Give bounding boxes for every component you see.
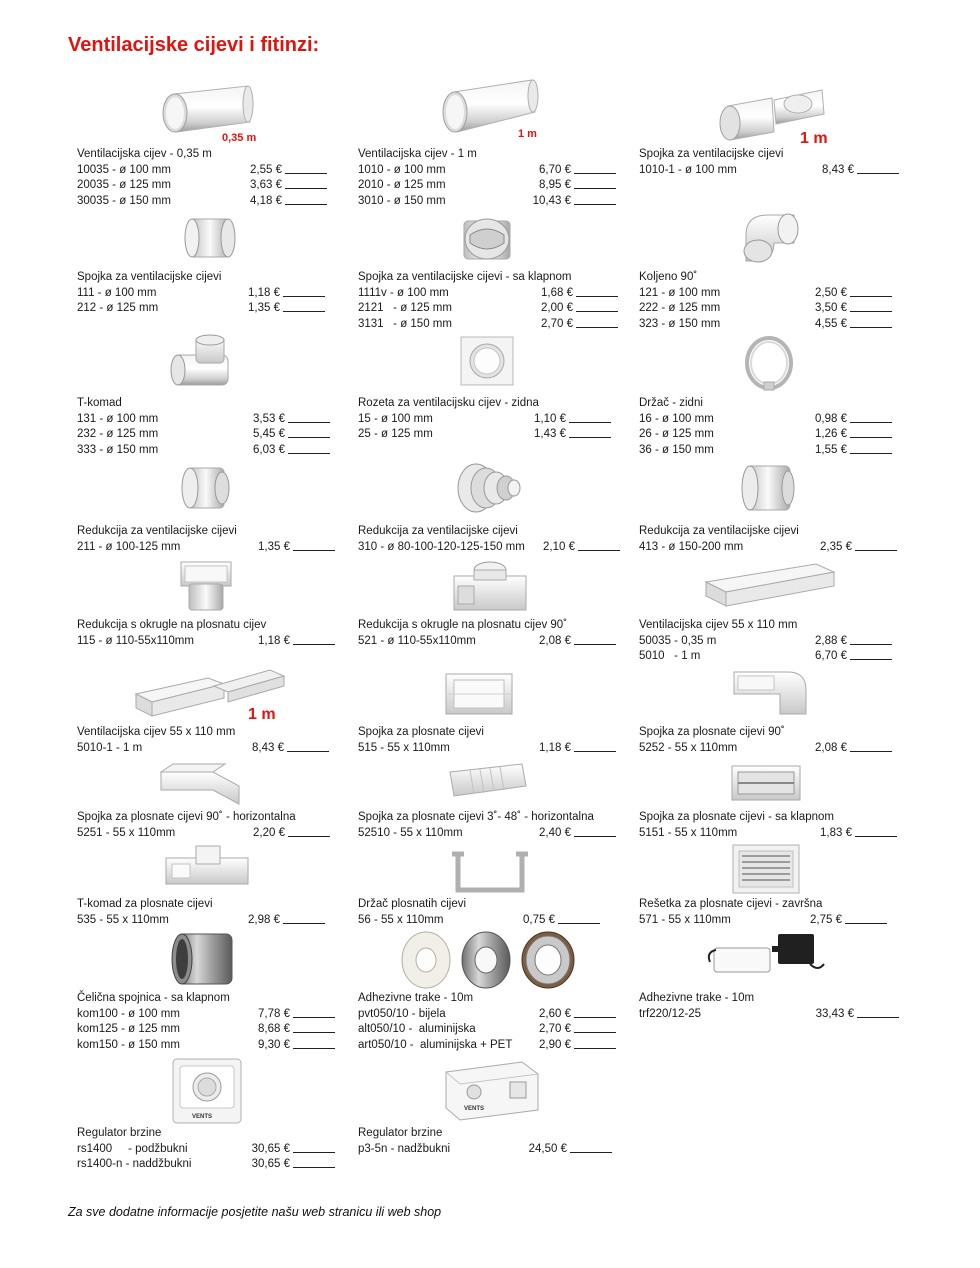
product-name: Redukcija s okrugle na plosnatu cijev xyxy=(77,619,267,631)
quantity-blank-line xyxy=(574,163,616,174)
product-price: 0,98 € xyxy=(815,412,847,425)
product-price: 2,88 € xyxy=(815,634,847,647)
reducer-100-125-image xyxy=(178,462,234,514)
product-block xyxy=(77,810,330,841)
quantity-blank-line xyxy=(283,913,325,924)
price-row xyxy=(639,913,887,929)
flat-duct-holder-image xyxy=(450,840,530,896)
product-price: 30,65 € xyxy=(251,1142,290,1155)
quantity-blank-line xyxy=(288,443,330,454)
transformer-image xyxy=(706,928,826,978)
product-name: Redukcija za ventilacijske cijevi xyxy=(77,525,237,537)
product-block xyxy=(358,1126,612,1157)
price-row xyxy=(77,412,330,428)
product-price: 4,18 € xyxy=(250,194,282,207)
product-name: Spojka za plosnate cijevi 90˚ - horizontalna xyxy=(77,811,296,823)
product-block xyxy=(358,810,616,841)
product-code: 121 - ø 100 mm xyxy=(639,286,721,299)
product-code: 3131 - ø 150 mm xyxy=(358,317,452,330)
product-name: Redukcija s okrugle na plosnatu cijev 90˚ xyxy=(358,619,568,631)
product-price: 8,68 € xyxy=(258,1023,290,1036)
quantity-blank-line xyxy=(285,178,327,189)
product-code: rs1400 - podžbukni xyxy=(77,1142,188,1155)
quantity-blank-line xyxy=(293,1007,335,1018)
price-row xyxy=(77,540,335,556)
price-row xyxy=(358,913,600,929)
quantity-blank-line xyxy=(850,301,892,312)
product-name: Čelična spojnica - sa klapnom xyxy=(77,992,230,1004)
price-row xyxy=(77,443,330,459)
product-block xyxy=(358,618,616,649)
price-row xyxy=(358,317,618,333)
price-row xyxy=(77,1007,335,1023)
quantity-blank-line xyxy=(850,427,892,438)
quantity-blank-line xyxy=(288,412,330,423)
product-block xyxy=(639,725,892,756)
regulator-logo-2: VENTS xyxy=(464,1106,485,1112)
round-to-flat-reducer-image xyxy=(175,556,237,614)
price-row xyxy=(639,427,892,443)
product-block xyxy=(77,1126,335,1173)
product-code: trf220/12-25 xyxy=(639,1007,702,1020)
pipe-coupling-image xyxy=(180,213,240,263)
product-block xyxy=(639,618,892,665)
price-row xyxy=(77,1038,335,1054)
footer-note: Za sve dodatne informacije posjetite našu web stranicu ili web shop xyxy=(68,1205,442,1219)
product-price: 2,40 € xyxy=(539,826,571,839)
quantity-blank-line xyxy=(283,301,325,312)
flat-elbow-90-image xyxy=(728,662,812,720)
product-price: 2,75 € xyxy=(810,913,842,926)
product-block xyxy=(77,147,327,209)
product-code: 36 - ø 150 mm xyxy=(639,443,714,456)
product-name: Spojka za ventilacijske cijevi - sa klapnom xyxy=(358,271,572,283)
product-code: 515 - 55 x 110mm xyxy=(358,741,450,754)
price-row xyxy=(358,301,618,317)
flat-elbow-horizontal-image xyxy=(155,758,245,808)
product-name: Ventilacijska cijev - 0,35 m xyxy=(77,148,212,160)
product-code: 413 - ø 150-200 mm xyxy=(639,540,744,553)
product-code: 15 - ø 100 mm xyxy=(358,412,433,425)
product-code: 111 - ø 100 mm xyxy=(77,286,157,299)
price-row xyxy=(639,741,892,757)
product-code: kom100 - ø 100 mm xyxy=(77,1007,180,1020)
product-price: 1,43 € xyxy=(534,428,566,441)
flat-t-piece-image xyxy=(162,842,252,894)
end-grille-image xyxy=(730,842,802,896)
quantity-blank-line xyxy=(570,1142,612,1153)
product-name: Ventilacijska cijev - 1 m xyxy=(358,148,477,160)
wall-holder-image xyxy=(742,334,796,392)
product-price: 8,43 € xyxy=(252,741,284,754)
quantity-blank-line xyxy=(293,1142,335,1153)
product-code: 3010 - ø 150 mm xyxy=(358,194,446,207)
product-block xyxy=(77,524,335,555)
price-row xyxy=(358,194,616,210)
product-name: Redukcija za ventilacijske cijevi xyxy=(358,525,518,537)
product-price: 33,43 € xyxy=(815,1007,854,1020)
quantity-blank-line xyxy=(574,741,616,752)
quantity-blank-line xyxy=(855,826,897,837)
product-name: T-komad za plosnate cijevi xyxy=(77,898,213,910)
product-code: 310 - ø 80-100-120-125-150 mm xyxy=(358,540,525,553)
product-name: Rozeta za ventilacijsku cijev - zidna xyxy=(358,397,539,409)
product-code: 1010-1 - ø 100 mm xyxy=(639,163,737,176)
product-price: 24,50 € xyxy=(528,1142,567,1155)
product-block xyxy=(639,897,887,928)
product-price: 2,35 € xyxy=(820,540,852,553)
product-price: 8,43 € xyxy=(822,163,854,176)
product-code: 211 - ø 100-125 mm xyxy=(77,540,181,553)
product-code: 212 - ø 125 mm xyxy=(77,302,159,315)
product-code: 5010 - 1 m xyxy=(639,650,701,663)
steel-coupling-image xyxy=(168,928,242,990)
quantity-blank-line xyxy=(574,634,616,645)
product-code: 5151 - 55 x 110mm xyxy=(639,826,738,839)
length-label-1m: 1 m xyxy=(518,128,537,140)
quantity-blank-line xyxy=(574,826,616,837)
product-name: Ventilacijska cijev 55 x 110 mm xyxy=(639,619,798,631)
product-price: 2,70 € xyxy=(541,317,573,330)
price-row xyxy=(358,427,611,443)
elbow-90-image xyxy=(738,207,804,267)
quantity-blank-line xyxy=(857,163,899,174)
product-code: 323 - ø 150 mm xyxy=(639,317,721,330)
product-price: 8,95 € xyxy=(539,179,571,192)
product-code: 131 - ø 100 mm xyxy=(77,412,159,425)
product-price: 1,18 € xyxy=(539,741,571,754)
product-price: 2,50 € xyxy=(815,286,847,299)
price-row xyxy=(77,163,327,179)
quantity-blank-line xyxy=(578,540,620,551)
price-row xyxy=(358,826,616,842)
product-code: 16 - ø 100 mm xyxy=(639,412,714,425)
quantity-blank-line xyxy=(855,540,897,551)
product-price: 4,55 € xyxy=(815,317,847,330)
price-row xyxy=(639,317,892,333)
product-code: 5251 - 55 x 110mm xyxy=(77,826,176,839)
quantity-blank-line xyxy=(287,741,329,752)
regulator-logo-1: VENTS xyxy=(192,1114,213,1120)
product-name: Držač plosnatih cijevi xyxy=(358,898,467,910)
product-price: 6,70 € xyxy=(539,163,571,176)
price-row xyxy=(358,540,620,556)
product-code: 20035 - ø 125 mm xyxy=(77,179,171,192)
price-row xyxy=(358,1038,616,1054)
product-price: 6,70 € xyxy=(815,650,847,663)
product-block xyxy=(639,991,899,1022)
product-price: 2,20 € xyxy=(253,826,285,839)
product-code: 5252 - 55 x 110mm xyxy=(639,741,738,754)
quantity-blank-line xyxy=(850,634,892,645)
price-row xyxy=(358,741,616,757)
product-code: 115 - ø 110-55x110mm xyxy=(77,634,194,647)
product-price: 6,03 € xyxy=(253,443,285,456)
product-code: p3-5n - nadžbukni xyxy=(358,1142,451,1155)
quantity-blank-line xyxy=(574,1007,616,1018)
quantity-blank-line xyxy=(850,317,892,328)
quantity-blank-line xyxy=(569,427,611,438)
price-row xyxy=(77,1142,335,1158)
product-code: 10035 - ø 100 mm xyxy=(77,163,171,176)
product-price: 1,26 € xyxy=(815,428,847,441)
price-row xyxy=(358,178,616,194)
quantity-blank-line xyxy=(293,1038,335,1049)
product-price: 1,68 € xyxy=(541,286,573,299)
product-code: 30035 - ø 150 mm xyxy=(77,194,171,207)
flat-coupling-damper-image xyxy=(728,760,804,806)
product-block xyxy=(639,810,897,841)
quantity-blank-line xyxy=(576,317,618,328)
quantity-blank-line xyxy=(574,1022,616,1033)
product-code: 2010 - ø 125 mm xyxy=(358,179,446,192)
price-row xyxy=(77,826,330,842)
price-row xyxy=(639,443,892,459)
product-name: Spojka za plosnate cijevi 90˚ xyxy=(639,726,785,738)
product-price: 2,60 € xyxy=(539,1007,571,1020)
quantity-blank-line xyxy=(574,1038,616,1049)
price-row xyxy=(639,163,899,179)
price-row xyxy=(77,286,325,302)
length-label-035m: 0,35 m xyxy=(222,132,257,144)
product-block xyxy=(77,270,325,317)
product-code: 222 - ø 125 mm xyxy=(639,302,721,315)
product-price: 10,43 € xyxy=(532,194,571,207)
product-code: kom150 - ø 150 mm xyxy=(77,1038,180,1051)
product-block xyxy=(358,524,620,555)
price-row xyxy=(77,634,335,650)
product-code: 2121 - ø 125 mm xyxy=(358,302,452,315)
price-row xyxy=(77,1157,335,1173)
price-row xyxy=(639,634,892,650)
quantity-blank-line xyxy=(293,1022,335,1033)
price-row xyxy=(358,1007,616,1023)
quantity-blank-line xyxy=(576,286,618,297)
product-price: 5,45 € xyxy=(253,428,285,441)
product-code: pvt050/10 - bijela xyxy=(358,1007,446,1020)
quantity-blank-line xyxy=(574,178,616,189)
product-block xyxy=(77,618,335,649)
product-name: Adhezivne trake - 10m xyxy=(358,992,474,1004)
product-block xyxy=(358,396,611,443)
product-code: kom125 - ø 125 mm xyxy=(77,1023,180,1036)
product-block xyxy=(639,270,892,332)
price-row xyxy=(358,412,611,428)
product-price: 30,65 € xyxy=(251,1158,290,1171)
product-block xyxy=(358,147,616,209)
product-code: 333 - ø 150 mm xyxy=(77,443,159,456)
product-code: 521 - ø 110-55x110mm xyxy=(358,634,476,647)
round-to-flat-reducer-90-image xyxy=(450,556,530,614)
product-block xyxy=(358,991,616,1053)
quantity-blank-line xyxy=(850,443,892,454)
quantity-blank-line xyxy=(576,301,618,312)
price-row xyxy=(77,913,325,929)
quantity-blank-line xyxy=(850,286,892,297)
product-name: T-komad xyxy=(77,397,122,409)
product-block xyxy=(358,725,616,756)
price-row xyxy=(639,826,897,842)
product-code: art050/10 - aluminijska + PET xyxy=(358,1038,513,1051)
product-name: Regulator brzine xyxy=(77,1127,162,1139)
price-row xyxy=(358,1142,612,1158)
product-code: 52510 - 55 x 110mm xyxy=(358,826,463,839)
product-code: 1010 - ø 100 mm xyxy=(358,163,446,176)
product-price: 3,50 € xyxy=(815,302,847,315)
product-price: 1,10 € xyxy=(534,412,566,425)
wall-rosette-image xyxy=(458,334,516,388)
quantity-blank-line xyxy=(850,412,892,423)
quantity-blank-line xyxy=(293,1157,335,1168)
product-price: 3,53 € xyxy=(253,412,285,425)
product-name: Spojka za plosnate cijevi - sa klapnom xyxy=(639,811,834,823)
product-price: 1,18 € xyxy=(248,286,280,299)
t-piece-image xyxy=(166,333,236,391)
product-price: 1,18 € xyxy=(258,634,290,647)
product-name: Spojka za plosnate cijevi xyxy=(358,726,484,738)
product-code: 56 - 55 x 110mm xyxy=(358,913,444,926)
product-name: Koljeno 90˚ xyxy=(639,271,698,283)
price-row xyxy=(77,741,329,757)
price-row xyxy=(358,286,618,302)
product-price: 2,08 € xyxy=(815,741,847,754)
product-block xyxy=(639,147,899,178)
price-row xyxy=(77,427,330,443)
product-block xyxy=(77,725,329,756)
product-block xyxy=(639,524,897,555)
product-name: Redukcija za ventilacijske cijevi xyxy=(639,525,799,537)
product-code: alt050/10 - aluminijska xyxy=(358,1023,476,1036)
price-row xyxy=(639,286,892,302)
product-code: rs1400-n - naddžbukni xyxy=(77,1158,192,1171)
flat-duct-image xyxy=(700,558,840,610)
product-code: 26 - ø 125 mm xyxy=(639,428,714,441)
product-price: 1,35 € xyxy=(258,540,290,553)
product-code: 232 - ø 125 mm xyxy=(77,428,159,441)
product-price: 2,08 € xyxy=(539,634,571,647)
price-row xyxy=(358,1022,616,1038)
adhesive-tapes-image xyxy=(398,928,588,992)
product-code: 25 - ø 125 mm xyxy=(358,428,433,441)
flat-coupling-image xyxy=(440,666,518,720)
quantity-blank-line xyxy=(288,826,330,837)
price-row xyxy=(77,301,325,317)
quantity-blank-line xyxy=(558,913,600,924)
flat-coupling-adjustable-image xyxy=(446,756,530,806)
product-price: 1,83 € xyxy=(820,826,852,839)
product-name: Ventilacijska cijev 55 x 110 mm xyxy=(77,726,236,738)
product-name: Spojka za ventilacijske cijevi xyxy=(639,148,784,160)
multi-reducer-image xyxy=(452,458,524,516)
page-title: Ventilacijske cijevi i fitinzi: xyxy=(68,34,320,56)
quantity-blank-line xyxy=(857,1007,899,1018)
product-name: Regulator brzine xyxy=(358,1127,443,1139)
quantity-blank-line xyxy=(293,634,335,645)
product-block xyxy=(77,991,335,1053)
price-row xyxy=(639,540,897,556)
price-row xyxy=(639,301,892,317)
product-price: 0,75 € xyxy=(523,913,555,926)
product-code: 535 - 55 x 110mm xyxy=(77,913,169,926)
price-row xyxy=(77,178,327,194)
quantity-blank-line xyxy=(845,913,887,924)
length-label-plosnata-1m: 1 m xyxy=(248,706,276,723)
round-pipe-035m-image xyxy=(160,80,255,140)
product-block xyxy=(639,396,892,458)
product-block xyxy=(358,897,600,928)
product-block xyxy=(358,270,618,332)
product-block xyxy=(77,897,325,928)
product-name: Spojka za plosnate cijevi 3˚- 48˚ - horizontalna xyxy=(358,811,594,823)
price-row xyxy=(358,163,616,179)
price-row xyxy=(639,412,892,428)
price-row xyxy=(639,1007,899,1023)
product-block xyxy=(77,396,330,458)
product-price: 2,00 € xyxy=(541,302,573,315)
quantity-blank-line xyxy=(850,741,892,752)
product-name: Rešetka za plosnate cijevi - završna xyxy=(639,898,823,910)
product-price: 3,63 € xyxy=(250,179,282,192)
quantity-blank-line xyxy=(293,540,335,551)
quantity-blank-line xyxy=(285,194,327,205)
product-price: 2,55 € xyxy=(250,163,282,176)
speed-regulator-surface-image xyxy=(440,1058,542,1122)
product-code: 50035 - 0,35 m xyxy=(639,634,717,647)
quantity-blank-line xyxy=(288,427,330,438)
product-price: 7,78 € xyxy=(258,1007,290,1020)
quantity-blank-line xyxy=(283,286,325,297)
product-price: 2,10 € xyxy=(543,540,575,553)
length-label-spojka-1m: 1 m xyxy=(800,130,828,147)
quantity-blank-line xyxy=(574,194,616,205)
price-row xyxy=(358,634,616,650)
reducer-150-200-image xyxy=(738,460,798,516)
product-price: 9,30 € xyxy=(258,1038,290,1051)
price-row xyxy=(77,1022,335,1038)
price-row xyxy=(77,194,327,210)
product-name: Držač - zidni xyxy=(639,397,703,409)
coupling-with-damper-image xyxy=(452,213,522,265)
product-name: Adhezivne trake - 10m xyxy=(639,992,755,1004)
quantity-blank-line xyxy=(850,649,892,660)
product-price: 1,55 € xyxy=(815,443,847,456)
product-code: 1111v - ø 100 mm xyxy=(358,286,449,299)
product-price: 2,98 € xyxy=(248,913,280,926)
product-price: 2,90 € xyxy=(539,1038,571,1051)
quantity-blank-line xyxy=(569,412,611,423)
product-code: 571 - 55 x 110mm xyxy=(639,913,731,926)
quantity-blank-line xyxy=(285,163,327,174)
product-code: 5010-1 - 1 m xyxy=(77,741,143,754)
product-price: 1,35 € xyxy=(248,302,280,315)
product-price: 2,70 € xyxy=(539,1023,571,1036)
product-name: Spojka za ventilacijske cijevi xyxy=(77,271,222,283)
